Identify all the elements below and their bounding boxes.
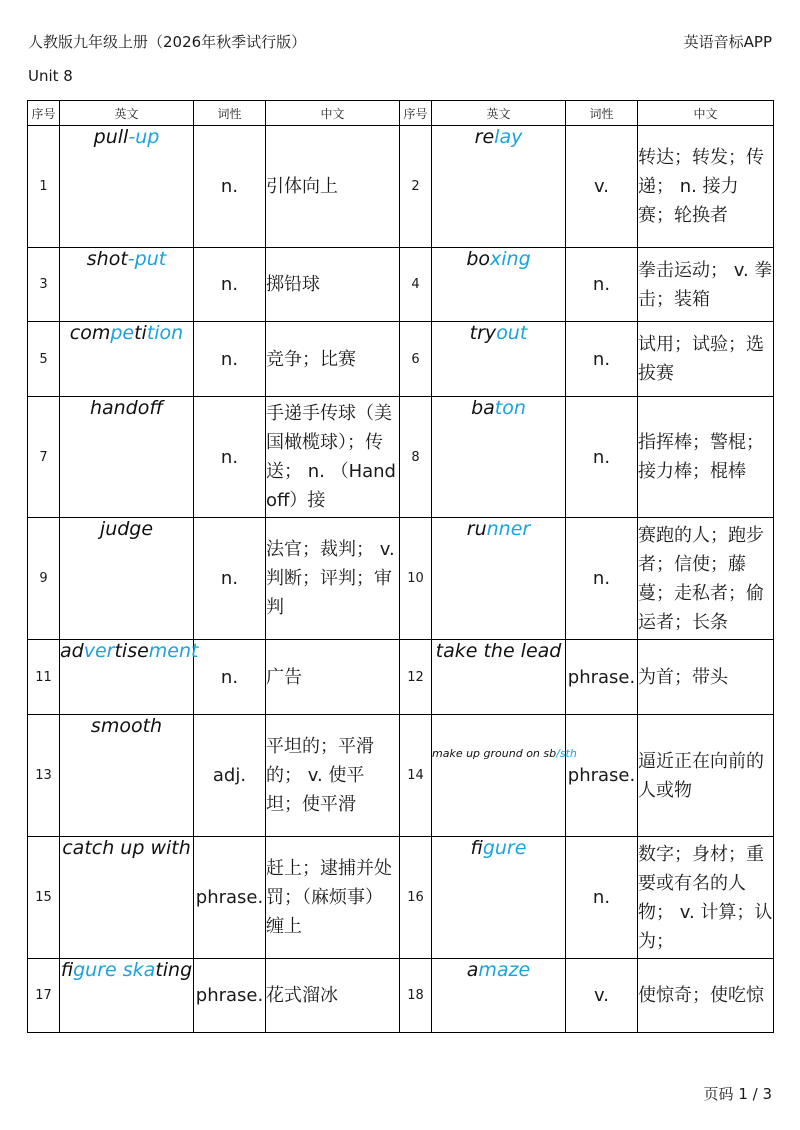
chinese-meaning: 花式溜冰 [266,985,338,1006]
english-word [432,248,566,322]
word-syllable: pull [93,126,129,148]
chinese-meaning: 数字；身材；重要或有名的人物； v. 计算；认为； [638,843,773,952]
part-of-speech: n. [566,397,638,518]
english-word [60,126,194,248]
part-of-speech: n. [194,518,266,640]
word-syllable: smooth [90,715,163,737]
chinese-meaning-cell [638,126,774,248]
chinese-meaning: 竞争；比赛 [266,348,356,370]
part-of-speech: adj. [194,715,266,837]
table-header-row [28,101,774,126]
english-word [432,397,566,518]
entry-number: 12 [400,640,432,715]
word-syllable: tise [114,640,149,662]
word-syllable: ba [471,397,495,419]
english-word [60,248,194,322]
chinese-meaning: 指挥棒；警棍；接力棒；棍棒 [638,432,764,482]
word-syllable-highlight: ton [494,397,526,419]
header-num-left: 序号 [28,101,60,126]
header-num-right: 序号 [400,101,432,126]
chinese-meaning-cell [266,959,400,1033]
entry-number: 3 [28,248,60,322]
part-of-speech: phrase. [194,959,266,1033]
entry-number: 9 [28,518,60,640]
word-syllable: ti [134,322,147,344]
chinese-meaning: 赛跑的人；跑步者；信使；藤蔓；走私者；偷运者；长条 [638,524,764,633]
part-of-speech: n. [194,322,266,397]
word-syllable-highlight: -up [128,126,160,148]
word-syllable-highlight: out [496,322,528,344]
header-pos-right: 词性 [566,101,638,126]
word-syllable-highlight: -put [127,248,167,270]
word-syllable-highlight: gure ska [73,959,156,981]
english-word [432,959,566,1033]
chinese-meaning-cell [266,322,400,397]
entry-number: 18 [400,959,432,1033]
part-of-speech: n. [194,248,266,322]
part-of-speech: n. [566,837,638,959]
word-syllable: bo [466,248,491,270]
entry-number: 7 [28,397,60,518]
chinese-meaning: 手递手传球（美国橄榄球）；传送； n. （Handoff）接 [266,403,396,511]
chinese-meaning: 平坦的；平滑的； v. 使平坦；使平滑 [266,736,374,815]
chinese-meaning: 法官；裁判； v. 判断；评判；审判 [266,539,395,618]
english-word [60,518,194,640]
vocabulary-table [27,100,774,1033]
chinese-meaning: 逼近正在向前的人或物 [638,750,764,801]
english-word [432,837,566,959]
chinese-meaning-cell [266,397,400,518]
word-syllable-highlight: nner [486,518,531,540]
part-of-speech: n. [194,126,266,248]
word-syllable-highlight: ment [148,640,199,662]
header-chinese-left: 中文 [266,101,400,126]
entry-number: 15 [28,837,60,959]
word-syllable-highlight: gure [482,837,527,859]
table-row [28,322,774,397]
part-of-speech: n. [194,397,266,518]
word-syllable: shot [86,248,128,270]
word-syllable: ru [466,518,487,540]
document-title: 人教版九年级上册（2026年秋季试行版） [28,33,307,51]
part-of-speech: v. [566,959,638,1033]
header-english-right: 英文 [432,101,566,126]
chinese-meaning: 引体向上 [266,176,338,197]
chinese-meaning-cell [638,640,774,715]
part-of-speech: phrase. [566,715,638,837]
word-syllable: try [469,322,497,344]
chinese-meaning-cell [638,518,774,640]
word-syllable: fi [60,959,74,981]
chinese-meaning-cell [638,397,774,518]
entry-number: 8 [400,397,432,518]
entry-number: 1 [28,126,60,248]
chinese-meaning-cell [266,715,400,837]
entry-number: 16 [400,837,432,959]
table-row [28,715,774,837]
part-of-speech: phrase. [566,640,638,715]
entry-number: 17 [28,959,60,1033]
entry-number: 2 [400,126,432,248]
word-syllable: take the lead [435,640,562,662]
entry-number: 11 [28,640,60,715]
entry-number: 13 [28,715,60,837]
english-word [60,397,194,518]
part-of-speech: phrase. [194,837,266,959]
chinese-meaning-cell [638,322,774,397]
entry-number: 10 [400,518,432,640]
chinese-meaning-cell [638,837,774,959]
english-word [432,518,566,640]
page-number: 页码 1 / 3 [703,1085,772,1103]
part-of-speech: n. [566,248,638,322]
part-of-speech: n. [566,518,638,640]
table-row [28,126,774,248]
word-syllable-highlight: tion [146,322,184,344]
part-of-speech: n. [194,640,266,715]
table-row [28,837,774,959]
chinese-meaning: 广告 [266,666,302,688]
chinese-meaning: 掷铅球 [266,274,320,295]
chinese-meaning: 赶上；逮捕并处罚；（麻烦事）缠上 [266,858,392,937]
part-of-speech: n. [566,322,638,397]
chinese-meaning: 试用；试验；选拔赛 [638,334,764,384]
english-word [432,126,566,248]
english-word [60,959,194,1033]
word-syllable: catch up with [62,837,191,859]
chinese-meaning: 转达；转发；传递； n. 接力赛；轮换者 [638,147,764,226]
english-word [60,715,194,837]
word-syllable: re [474,126,495,148]
app-name: 英语音标APP [683,33,772,51]
english-word [60,322,194,397]
english-word [60,837,194,959]
chinese-meaning-cell [266,837,400,959]
word-syllable: a [466,959,479,981]
chinese-meaning: 为首；带头 [638,666,728,688]
word-syllable: com [69,322,111,344]
table-row [28,518,774,640]
entry-number: 4 [400,248,432,322]
chinese-meaning: 使惊奇；使吃惊 [638,985,764,1006]
word-syllable-highlight: ver [83,640,115,662]
english-word [432,640,566,715]
word-syllable-highlight: maze [478,959,531,981]
unit-label: Unit 8 [28,67,73,85]
part-of-speech: v. [566,126,638,248]
english-word [60,640,199,715]
table-row [28,397,774,518]
entry-number: 14 [400,715,432,837]
english-word [432,715,577,837]
table-row [28,959,774,1033]
header-english-left: 英文 [60,101,194,126]
word-syllable: handoff [89,397,164,419]
chinese-meaning-cell [638,715,774,837]
entry-number: 6 [400,322,432,397]
chinese-meaning-cell [638,248,774,322]
chinese-meaning: 拳击运动； v. 拳击；装箱 [638,259,773,310]
chinese-meaning-cell [266,518,400,640]
word-syllable: fi [470,837,483,859]
english-word [432,322,566,397]
chinese-meaning-cell [266,640,400,715]
chinese-meaning-cell [266,126,400,248]
word-syllable: ting [155,959,193,981]
word-syllable-highlight: pe [110,322,135,344]
word-syllable-highlight: xing [490,248,531,270]
header-pos-left: 词性 [194,101,266,126]
table-row [28,640,774,715]
entry-number: 5 [28,322,60,397]
word-syllable: judge [99,518,154,540]
word-syllable-highlight: /sth [556,747,577,760]
header-chinese-right: 中文 [638,101,774,126]
table-row [28,248,774,322]
word-syllable: make up ground on sb [432,747,557,760]
chinese-meaning-cell [266,248,400,322]
word-syllable: ad [60,640,84,662]
word-syllable-highlight: lay [494,126,523,148]
table-body [28,126,774,1033]
chinese-meaning-cell [638,959,774,1033]
